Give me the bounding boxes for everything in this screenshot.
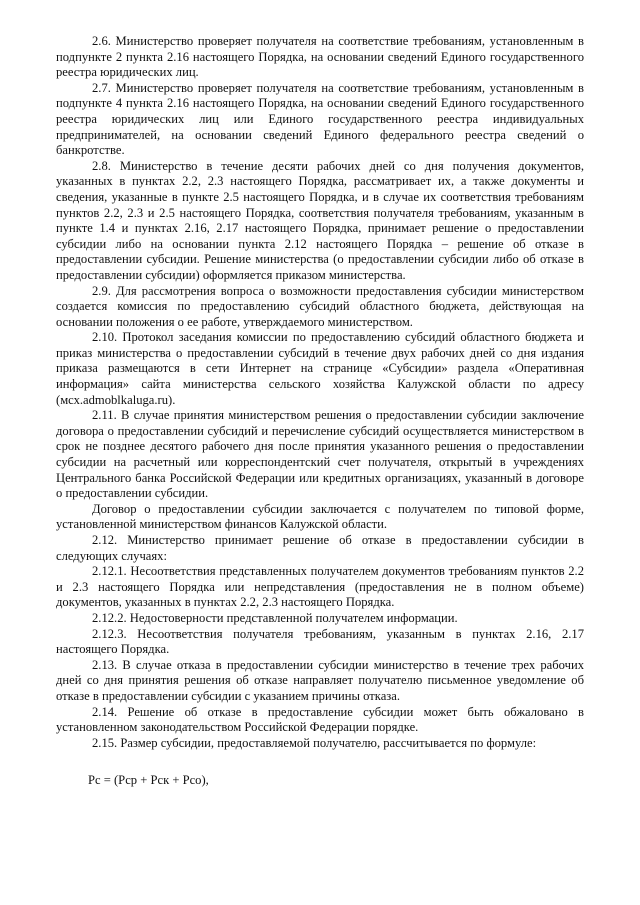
paragraph-2-12-1: 2.12.1. Несоответствия представленных получателем документов требованиям пунктов 2.2 и 2.3 настоящего Порядка или непредставления (предоставления не в полном объеме) документов, указанных в пунктах 2.2, 2.3 настоящего Порядка. <box>56 564 584 610</box>
paragraph-2-13: 2.13. В случае отказа в предоставлении субсидии министерство в течение трех рабочих дней со дня принятия решения об отказе направляет получателю письменное уведомление об отказе в предоставлении субсидии с указанием причины отказа. <box>56 657 584 703</box>
paragraph-2-12-2: 2.12.2. Недостоверности представленной получателем информации. <box>92 610 458 625</box>
paragraph-2-11: 2.11. В случае принятия министерством решения о предоставлении субсидии заключение договора о предоставлении субсидий и перечисление субсидий осуществляется министерством в срок не позднее десятого рабочего дня после принятия указанного решения о предоставлении субсидии на расчетный или корреспондентский счет получателя, открытый в учреждениях Центрального банка Российской Федерации или кредитных организациях, указанный в договоре о предоставлении субсидии. <box>56 408 584 501</box>
paragraph-contract-form: Договор о предоставлении субсидии заключается с получателем по типовой форме, установленной министерством финансов Калужской области. <box>56 501 584 532</box>
paragraph-2-8: 2.8. Министерство в течение десяти рабочих дней со дня получения документов, указанных в пунктах 2.2, 2.3 настоящего Порядка, рассматривает их, а также документы и сведения, указанные в пункте 2.5 настоящего Порядка, и в случае их соответствия требованиям пунктов 2.2, 2.3 и 2.5 настоящего Порядка, соответствия получателя требованиям, указанным в пункте 1.4 и пунктах 2.16, 2.17 настоящего Порядка, принимает решение о предоставлении субсидии либо на основании пункта 2.12 настоящего Порядка – решение об отказе в предоставлении субсидии. Решение министерства (о предоставлении субсидии либо об отказе в предоставлении субсидии) оформляется приказом министерства. <box>56 158 584 282</box>
paragraph-2-10: 2.10. Протокол заседания комиссии по предоставлению субсидий областного бюджета и приказ министерства о предоставлении субсидий в течение двух рабочих дней со дня издания приказа размещаются в сети Интернет на странице «Субсидии» раздела «Оперативная информация» сайта министерства сельского хозяйства Калужской области по адресу (мсх.admoblkaluga.ru). <box>56 330 584 407</box>
paragraph-2-12-3: 2.12.3. Несоответствия получателя требованиям, указанным в пунктах 2.16, 2.17 настоящего Порядка. <box>56 626 584 657</box>
paragraph-2-9: 2.9. Для рассмотрения вопроса о возможности предоставления субсидии министерством создается комиссия по предоставлению субсидий областного бюджета, действующая на основании положения о ее работе, утверждаемого министерством. <box>56 283 584 329</box>
paragraph-2-15: 2.15. Размер субсидии, предоставляемой получателю, рассчитывается по формуле: <box>92 735 537 750</box>
paragraph-2-6: 2.6. Министерство проверяет получателя на соответствие требованиям, установленным в подпункте 2 пункта 2.16 настоящего Порядка, на основании сведений Единого государственного реестра юридических лиц. <box>56 34 584 80</box>
subsidy-formula: Рс = (Рср + Рск + Рсо), <box>88 773 209 788</box>
paragraph-2-12: 2.12. Министерство принимает решение об отказе в предоставлении субсидии в следующих случаях: <box>56 533 584 563</box>
paragraph-2-7: 2.7. Министерство проверяет получателя на соответствие требованиям, установленным в подпункте 4 пункта 2.16 настоящего Порядка, на основании сведений Единого государственного реестра юридических лиц или Единого государственного реестра индивидуальных предпринимателей, на основании сведений Единого федерального реестра сведений о банкротстве. <box>56 80 584 158</box>
paragraph-2-14: 2.14. Решение об отказе в предоставление субсидии может быть обжаловано в установленном законодательством Российской Федерации порядке. <box>56 704 584 735</box>
